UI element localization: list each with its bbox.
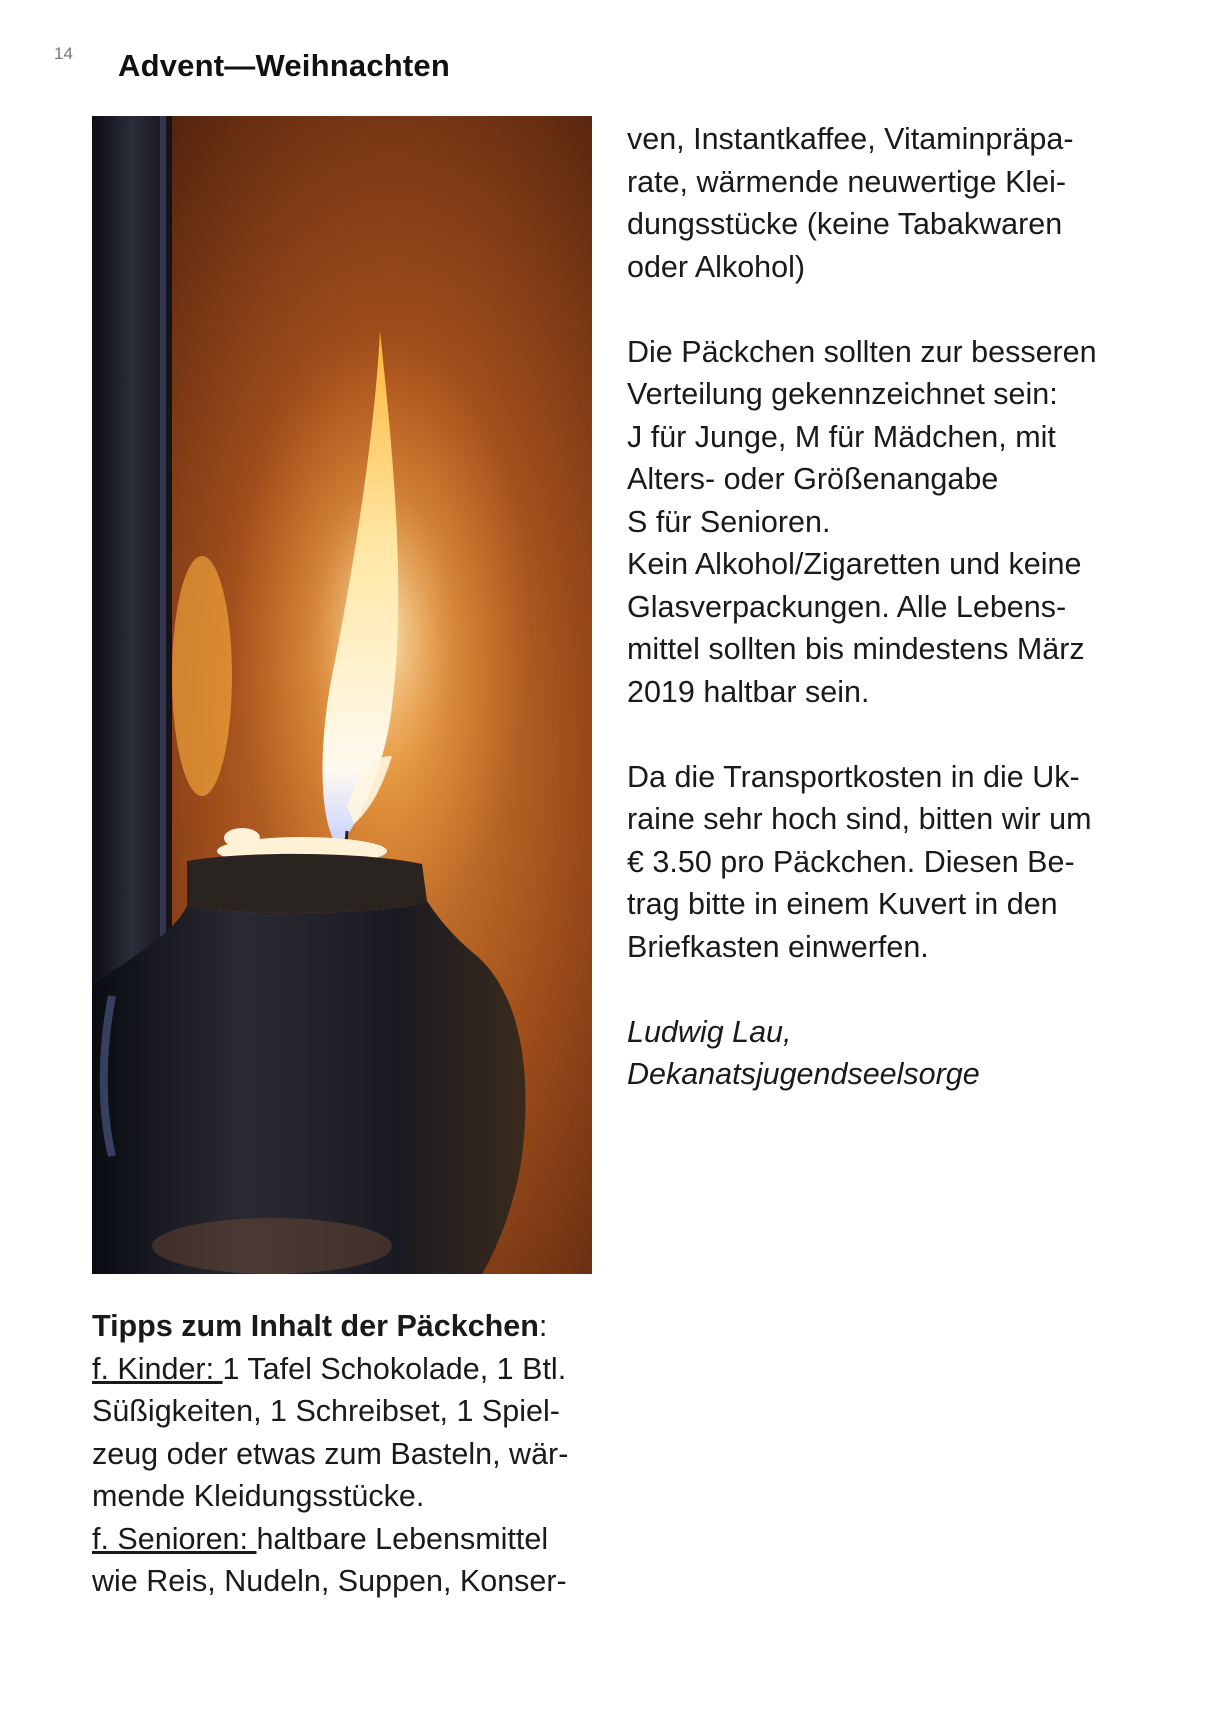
paragraph-transport (627, 756, 1187, 969)
text-line: Verteilung gekennzeichnet sein: (627, 377, 1058, 411)
text-line: Kein Alkohol/Zigaretten und keine (627, 547, 1082, 581)
text-line: rate, wärmende neuwertige Klei- (627, 164, 1067, 199)
text-line: dungsstücke (keine Tabakwaren (627, 207, 1063, 241)
senioren-label: f. Senioren: (92, 1521, 257, 1556)
text-line: mittel sollten bis mindestens März (627, 632, 1085, 666)
author (627, 1011, 1187, 1096)
text-line: € 3.50 pro Päckchen. Diesen Be- (627, 844, 1075, 879)
text-line: mende Kleidungsstücke. (92, 1479, 425, 1513)
text-line: Briefkasten einwerfen. (627, 929, 929, 964)
text-line: ven, Instantkaffee, Vitaminpräpa- (627, 122, 1074, 156)
author-name: Ludwig Lau, (627, 1014, 792, 1049)
text-line: J für Junge, M für Mädchen, mit (627, 419, 1056, 454)
text-line: 1 Tafel Schokolade, 1 Btl. (222, 1351, 567, 1386)
text-line: Süßigkeiten, 1 Schreibset, 1 Spiel- (92, 1394, 560, 1428)
text-line: wie Reis, Nudeln, Suppen, Konser- (92, 1564, 567, 1598)
text-line: oder Alkohol) (627, 249, 806, 284)
author-role: Dekanatsjugendseelsorge (627, 1057, 980, 1091)
text-line: Da die Transportkosten in die Uk- (627, 759, 1080, 794)
text-line: 2019 haltbar sein. (627, 674, 870, 709)
article-text (627, 118, 1187, 1096)
section-title: Advent—Weihnachten (118, 48, 451, 83)
text-line: S für Senioren. (627, 504, 831, 539)
tips-heading-colon: : (538, 1309, 548, 1343)
page-number: 14 (54, 44, 73, 63)
text-line: Die Päckchen sollten zur besseren (627, 334, 1097, 369)
tips-heading: Tipps zum Inhalt der Päckchen (92, 1309, 539, 1343)
text-line: zeug oder etwas zum Basteln, wär- (92, 1436, 569, 1471)
kinder-label: f. Kinder: (92, 1351, 223, 1386)
text-line: Glasverpackungen. Alle Lebens- (627, 589, 1067, 624)
tips-box (92, 1305, 612, 1603)
paragraph-items (627, 118, 1187, 288)
candle-photo (92, 116, 592, 1274)
text-line: Alters- oder Größenangabe (627, 462, 999, 496)
text-line: trag bitte in einem Kuvert in den (627, 887, 1058, 921)
text-line: haltbare Lebensmittel (256, 1521, 549, 1556)
text-line: raine sehr hoch sind, bitten wir um (627, 802, 1092, 836)
paragraph-labeling (627, 331, 1187, 714)
